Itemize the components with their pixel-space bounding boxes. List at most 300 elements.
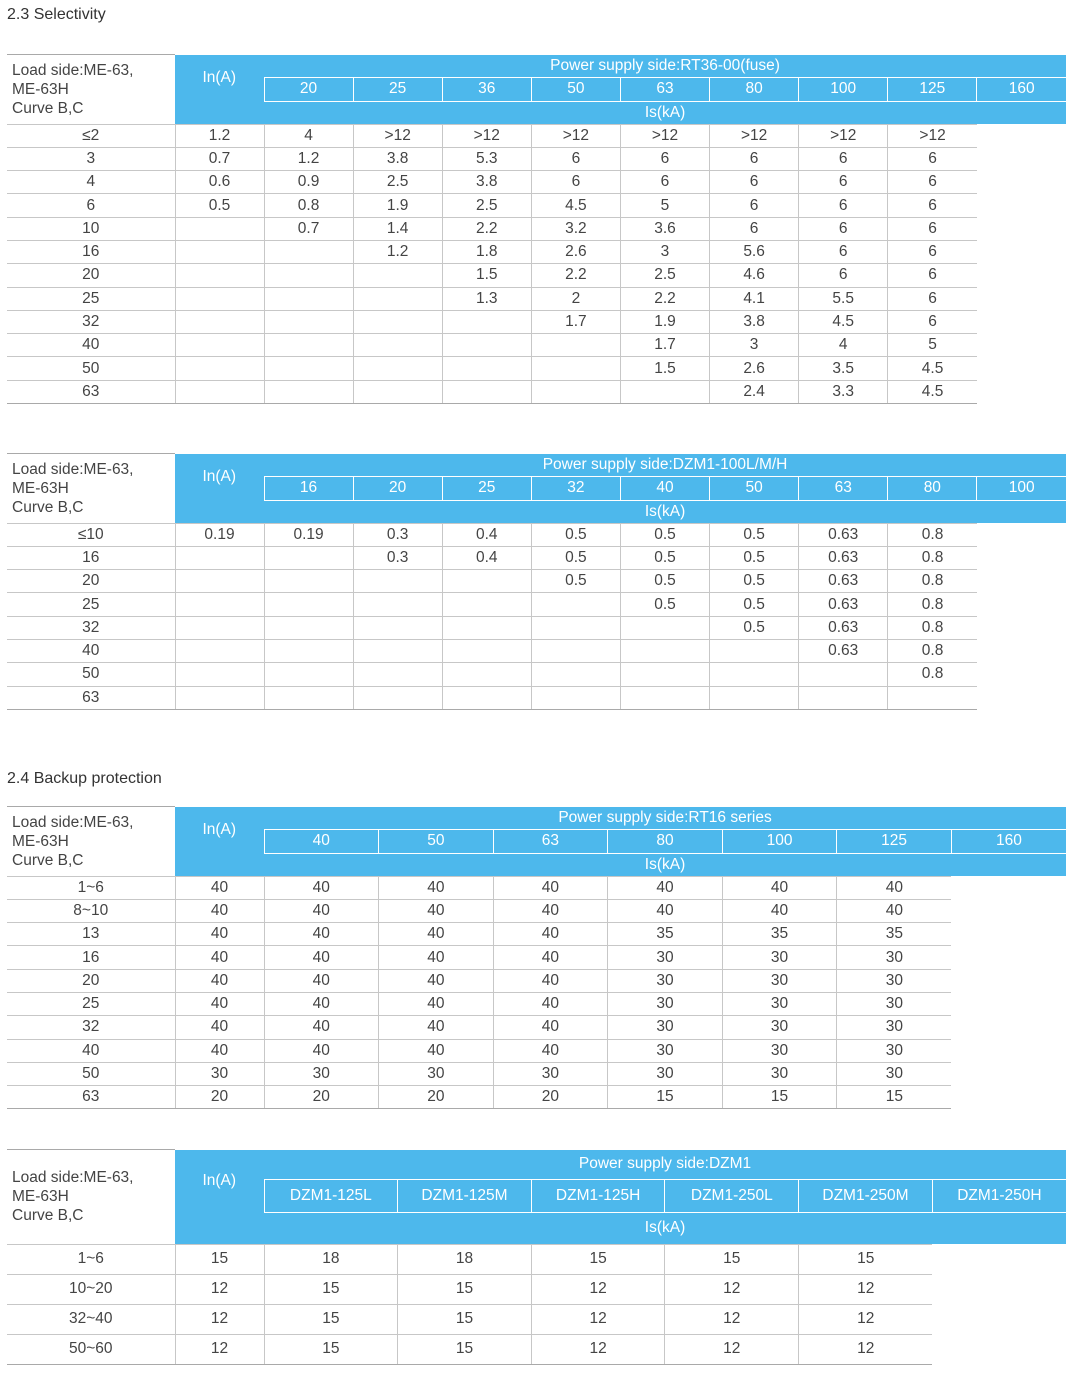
- cell-value: 6: [531, 171, 620, 194]
- cell-value: [264, 357, 353, 380]
- cell-value: 40: [175, 899, 264, 922]
- column-header: 32: [531, 476, 620, 500]
- cell-value: 0.19: [264, 523, 353, 546]
- cell-value: 4: [264, 124, 353, 147]
- table-row: [7, 639, 1066, 662]
- cell-value: 40: [175, 1039, 264, 1062]
- table-row: [7, 240, 1066, 263]
- cell-value: 40: [608, 899, 723, 922]
- cell-value: [264, 593, 353, 616]
- cell-value: 15: [398, 1274, 532, 1304]
- cell-value: [710, 639, 799, 662]
- table-row: [7, 287, 1066, 310]
- cell-value: 30: [608, 1039, 723, 1062]
- in-value: 6: [7, 194, 175, 217]
- in-value: 50: [7, 663, 175, 686]
- in-value: 32~40: [7, 1304, 175, 1334]
- cell-value: 12: [799, 1274, 933, 1304]
- cell-value: [264, 616, 353, 639]
- cell-value: [175, 217, 264, 240]
- cell-value: 1.2: [353, 240, 442, 263]
- cell-value: [175, 287, 264, 310]
- cell-value: [531, 663, 620, 686]
- cell-value: 40: [264, 899, 379, 922]
- in-value: 16: [7, 240, 175, 263]
- cell-value: 40: [379, 1039, 494, 1062]
- column-header: 100: [799, 77, 888, 101]
- in-value: 20: [7, 969, 175, 992]
- cell-value: 40: [379, 876, 494, 899]
- cell-value: 40: [493, 992, 608, 1015]
- table-row: [7, 334, 1066, 357]
- cell-value: 20: [379, 1086, 494, 1109]
- cell-value: [620, 380, 709, 403]
- cell-value: 15: [175, 1244, 264, 1274]
- cell-value: 0.4: [442, 546, 531, 569]
- cell-value: [531, 334, 620, 357]
- cell-value: 4.5: [888, 380, 977, 403]
- cell-value: [442, 686, 531, 709]
- cell-value: 12: [665, 1274, 799, 1304]
- cell-value: 3.5: [799, 357, 888, 380]
- cell-value: [264, 686, 353, 709]
- unit-header: Is(kA): [264, 500, 1066, 523]
- cell-value: 0.7: [175, 147, 264, 170]
- cell-value: 3: [710, 334, 799, 357]
- in-value: 13: [7, 923, 175, 946]
- cell-value: 0.63: [799, 546, 888, 569]
- cell-value: 40: [175, 923, 264, 946]
- cell-value: 40: [493, 969, 608, 992]
- cell-value: [175, 639, 264, 662]
- cell-value: 40: [608, 876, 723, 899]
- column-header: DZM1-250M: [799, 1179, 933, 1212]
- load-side-label: Load side:ME-63, ME-63H Curve B,C: [7, 55, 175, 125]
- cell-value: 30: [608, 992, 723, 1015]
- cell-value: 30: [722, 1039, 837, 1062]
- cell-value: 0.5: [620, 593, 709, 616]
- cell-value: [264, 570, 353, 593]
- cell-value: 1.5: [442, 264, 531, 287]
- cell-value: [620, 639, 709, 662]
- cell-value: 6: [888, 287, 977, 310]
- cell-value: 15: [264, 1304, 398, 1334]
- cell-value: [175, 663, 264, 686]
- cell-value: 3.8: [353, 147, 442, 170]
- in-value: 40: [7, 639, 175, 662]
- selectivity-table-dzm1-100: [7, 453, 1066, 710]
- table-row: [7, 570, 1066, 593]
- cell-value: 12: [799, 1334, 933, 1364]
- cell-value: 0.3: [353, 546, 442, 569]
- in-value: 40: [7, 334, 175, 357]
- cell-value: [442, 639, 531, 662]
- cell-value: 30: [722, 969, 837, 992]
- in-a-header-blank: [175, 853, 264, 876]
- cell-value: 1.7: [531, 310, 620, 333]
- section-title-selectivity: 2.3 Selectivity: [7, 6, 106, 23]
- cell-value: [264, 334, 353, 357]
- cell-value: [264, 310, 353, 333]
- in-value: 3: [7, 147, 175, 170]
- table-row: [7, 357, 1066, 380]
- table-row: [7, 1016, 1066, 1039]
- table-row: [7, 380, 1066, 403]
- section-title-backup-protection: 2.4 Backup protection: [7, 770, 162, 787]
- cell-value: 15: [264, 1274, 398, 1304]
- cell-value: [175, 240, 264, 263]
- cell-value: 40: [264, 946, 379, 969]
- cell-value: [264, 546, 353, 569]
- column-header: 125: [888, 77, 977, 101]
- cell-value: [264, 380, 353, 403]
- data-table: [7, 806, 1066, 1109]
- power-supply-header: Power supply side:DZM1-100L/M/H: [264, 454, 1066, 477]
- cell-value: [175, 380, 264, 403]
- column-header: 80: [888, 476, 977, 500]
- cell-value: 40: [175, 1016, 264, 1039]
- cell-value: 0.5: [710, 593, 799, 616]
- column-header: 20: [264, 77, 353, 101]
- in-value: 63: [7, 380, 175, 403]
- cell-value: 1.9: [353, 194, 442, 217]
- cell-value: [264, 287, 353, 310]
- in-value: 1~6: [7, 1244, 175, 1274]
- table-row: [7, 310, 1066, 333]
- cell-value: 40: [493, 1016, 608, 1039]
- cell-value: 12: [531, 1334, 665, 1364]
- table-row: [7, 1244, 1066, 1274]
- cell-value: 30: [837, 969, 952, 992]
- cell-value: 0.5: [620, 523, 709, 546]
- cell-value: 0.8: [888, 570, 977, 593]
- cell-value: 0.5: [175, 194, 264, 217]
- in-value: 63: [7, 1086, 175, 1109]
- cell-value: 12: [531, 1304, 665, 1334]
- column-header: 25: [353, 77, 442, 101]
- cell-value: 30: [493, 1062, 608, 1085]
- in-value: 10~20: [7, 1274, 175, 1304]
- cell-value: 6: [710, 171, 799, 194]
- cell-value: 0.8: [888, 639, 977, 662]
- cell-value: 0.6: [175, 171, 264, 194]
- table-row: [7, 124, 1066, 147]
- cell-value: 2.2: [620, 287, 709, 310]
- cell-value: 6: [888, 310, 977, 333]
- cell-value: 4.5: [531, 194, 620, 217]
- cell-value: 0.3: [353, 523, 442, 546]
- cell-value: 12: [175, 1334, 264, 1364]
- cell-value: >12: [531, 124, 620, 147]
- cell-value: 30: [837, 1039, 952, 1062]
- table-row: [7, 593, 1066, 616]
- cell-value: 15: [665, 1244, 799, 1274]
- column-header: 25: [442, 476, 531, 500]
- unit-header: Is(kA): [264, 1212, 1066, 1244]
- column-header: 36: [442, 77, 531, 101]
- cell-value: 5: [620, 194, 709, 217]
- cell-value: [888, 686, 977, 709]
- cell-value: 40: [175, 946, 264, 969]
- in-value: 50~60: [7, 1334, 175, 1364]
- cell-value: 0.8: [888, 663, 977, 686]
- cell-value: 5.6: [710, 240, 799, 263]
- cell-value: [264, 264, 353, 287]
- cell-value: 0.5: [531, 570, 620, 593]
- cell-value: 15: [837, 1086, 952, 1109]
- cell-value: 5.3: [442, 147, 531, 170]
- in-value: 25: [7, 992, 175, 1015]
- in-value: ≤2: [7, 124, 175, 147]
- cell-value: [442, 334, 531, 357]
- power-supply-header: Power supply side:RT16 series: [264, 807, 1066, 830]
- unit-header: Is(kA): [264, 853, 1066, 876]
- table-row: [7, 899, 1066, 922]
- cell-value: 0.63: [799, 616, 888, 639]
- cell-value: [442, 663, 531, 686]
- cell-value: [353, 334, 442, 357]
- cell-value: 6: [710, 194, 799, 217]
- cell-value: 15: [264, 1334, 398, 1364]
- header-row-supply: [7, 807, 1066, 830]
- data-table: [7, 453, 1066, 710]
- cell-value: [175, 570, 264, 593]
- cell-value: 0.8: [888, 523, 977, 546]
- cell-value: >12: [710, 124, 799, 147]
- cell-value: 15: [398, 1304, 532, 1334]
- in-value: 32: [7, 616, 175, 639]
- table-row: [7, 876, 1066, 899]
- cell-value: [531, 616, 620, 639]
- cell-value: 15: [608, 1086, 723, 1109]
- cell-value: 4.5: [888, 357, 977, 380]
- column-header: 160: [977, 77, 1066, 101]
- cell-value: 3: [620, 240, 709, 263]
- column-header: 63: [620, 77, 709, 101]
- cell-value: 2.4: [710, 380, 799, 403]
- cell-value: [175, 686, 264, 709]
- cell-value: 40: [264, 1016, 379, 1039]
- column-header: 80: [608, 829, 723, 853]
- in-value: 20: [7, 570, 175, 593]
- cell-value: 6: [799, 240, 888, 263]
- cell-value: 40: [493, 899, 608, 922]
- cell-value: 40: [493, 876, 608, 899]
- cell-value: [353, 287, 442, 310]
- in-value: 8~10: [7, 899, 175, 922]
- cell-value: 0.5: [531, 523, 620, 546]
- cell-value: 12: [175, 1304, 264, 1334]
- table-row: [7, 1086, 1066, 1109]
- table-row: [7, 1304, 1066, 1334]
- cell-value: 6: [620, 147, 709, 170]
- column-header: DZM1-250H: [932, 1179, 1066, 1212]
- cell-value: [710, 663, 799, 686]
- cell-value: 6: [799, 194, 888, 217]
- cell-value: 2.5: [620, 264, 709, 287]
- cell-value: [442, 357, 531, 380]
- cell-value: [264, 639, 353, 662]
- cell-value: [353, 639, 442, 662]
- in-a-header-blank: [175, 101, 264, 124]
- cell-value: 40: [379, 946, 494, 969]
- cell-value: 15: [799, 1244, 933, 1274]
- column-header: DZM1-250L: [665, 1179, 799, 1212]
- cell-value: 1.5: [620, 357, 709, 380]
- unit-header: Is(kA): [264, 101, 1066, 124]
- cell-value: 4.1: [710, 287, 799, 310]
- cell-value: 40: [175, 969, 264, 992]
- cell-value: 12: [665, 1304, 799, 1334]
- table-row: [7, 1274, 1066, 1304]
- column-header: 63: [493, 829, 608, 853]
- load-side-label: Load side:ME-63, ME-63H Curve B,C: [7, 454, 175, 524]
- column-header: 50: [379, 829, 494, 853]
- cell-value: 6: [710, 147, 799, 170]
- column-header: 50: [531, 77, 620, 101]
- load-side-label: Load side:ME-63, ME-63H Curve B,C: [7, 1150, 175, 1245]
- header-row-supply: [7, 55, 1066, 78]
- cell-value: 40: [493, 923, 608, 946]
- in-value: 16: [7, 546, 175, 569]
- cell-value: [442, 380, 531, 403]
- cell-value: 6: [888, 147, 977, 170]
- table-row: [7, 1039, 1066, 1062]
- data-table: [7, 1149, 1066, 1365]
- in-value: 20: [7, 264, 175, 287]
- cell-value: 0.8: [888, 546, 977, 569]
- cell-value: 6: [888, 171, 977, 194]
- column-header: 80: [710, 77, 799, 101]
- cell-value: 2.6: [531, 240, 620, 263]
- cell-value: 20: [175, 1086, 264, 1109]
- table-row: [7, 546, 1066, 569]
- cell-value: 2.5: [442, 194, 531, 217]
- data-table: [7, 54, 1066, 404]
- cell-value: 35: [722, 923, 837, 946]
- cell-value: [442, 570, 531, 593]
- cell-value: 6: [799, 264, 888, 287]
- cell-value: 6: [799, 171, 888, 194]
- table-row: [7, 1334, 1066, 1364]
- column-header: 40: [620, 476, 709, 500]
- cell-value: 12: [531, 1274, 665, 1304]
- cell-value: [175, 264, 264, 287]
- cell-value: 20: [493, 1086, 608, 1109]
- table-row: [7, 171, 1066, 194]
- cell-value: 4.6: [710, 264, 799, 287]
- cell-value: 40: [379, 992, 494, 1015]
- cell-value: 30: [837, 1062, 952, 1085]
- in-value: 4: [7, 171, 175, 194]
- cell-value: 30: [379, 1062, 494, 1085]
- cell-value: 6: [888, 240, 977, 263]
- cell-value: 35: [608, 923, 723, 946]
- cell-value: [620, 663, 709, 686]
- cell-value: 0.7: [264, 217, 353, 240]
- cell-value: 30: [608, 1062, 723, 1085]
- cell-value: [353, 380, 442, 403]
- cell-value: [799, 663, 888, 686]
- selectivity-table-rt36: [7, 54, 1066, 404]
- cell-value: [442, 593, 531, 616]
- cell-value: 4.5: [799, 310, 888, 333]
- cell-value: 30: [608, 969, 723, 992]
- in-a-header-blank: [175, 500, 264, 523]
- in-a-header-blank: [175, 1212, 264, 1244]
- in-a-header: In(A): [175, 454, 264, 501]
- cell-value: 3.8: [710, 310, 799, 333]
- column-header: 20: [353, 476, 442, 500]
- cell-value: [353, 570, 442, 593]
- cell-value: 18: [264, 1244, 398, 1274]
- cell-value: 0.5: [710, 546, 799, 569]
- cell-value: 1.2: [264, 147, 353, 170]
- cell-value: [531, 639, 620, 662]
- column-header: 100: [977, 476, 1066, 500]
- table-row: [7, 217, 1066, 240]
- in-value: 32: [7, 1016, 175, 1039]
- cell-value: 1.3: [442, 287, 531, 310]
- table-row: [7, 147, 1066, 170]
- cell-value: >12: [442, 124, 531, 147]
- cell-value: [353, 264, 442, 287]
- header-row-supply: [7, 1150, 1066, 1180]
- column-header: 125: [837, 829, 952, 853]
- column-header: 40: [264, 829, 379, 853]
- cell-value: 0.5: [531, 546, 620, 569]
- power-supply-header: Power supply side:RT36-00(fuse): [264, 55, 1066, 78]
- cell-value: [353, 686, 442, 709]
- cell-value: 40: [264, 876, 379, 899]
- in-value: 25: [7, 593, 175, 616]
- cell-value: [175, 357, 264, 380]
- cell-value: [175, 616, 264, 639]
- cell-value: 40: [722, 876, 837, 899]
- cell-value: 3.8: [442, 171, 531, 194]
- cell-value: 40: [722, 899, 837, 922]
- in-value: 63: [7, 686, 175, 709]
- cell-value: 6: [888, 264, 977, 287]
- cell-value: 0.5: [710, 523, 799, 546]
- in-value: 50: [7, 1062, 175, 1085]
- cell-value: 40: [379, 899, 494, 922]
- cell-value: [710, 686, 799, 709]
- cell-value: >12: [353, 124, 442, 147]
- cell-value: 0.9: [264, 171, 353, 194]
- cell-value: 12: [175, 1274, 264, 1304]
- in-value: 1~6: [7, 876, 175, 899]
- cell-value: 2.2: [531, 264, 620, 287]
- cell-value: 40: [264, 923, 379, 946]
- cell-value: [531, 686, 620, 709]
- cell-value: 30: [837, 1016, 952, 1039]
- cell-value: [799, 686, 888, 709]
- cell-value: 30: [608, 1016, 723, 1039]
- cell-value: 0.5: [620, 570, 709, 593]
- in-value: 10: [7, 217, 175, 240]
- column-header: DZM1-125L: [264, 1179, 398, 1212]
- cell-value: 15: [722, 1086, 837, 1109]
- cell-value: 30: [837, 992, 952, 1015]
- cell-value: [353, 357, 442, 380]
- cell-value: 1.2: [175, 124, 264, 147]
- cell-value: 1.9: [620, 310, 709, 333]
- cell-value: 12: [665, 1334, 799, 1364]
- cell-value: 40: [379, 1016, 494, 1039]
- cell-value: 2: [531, 287, 620, 310]
- cell-value: [264, 240, 353, 263]
